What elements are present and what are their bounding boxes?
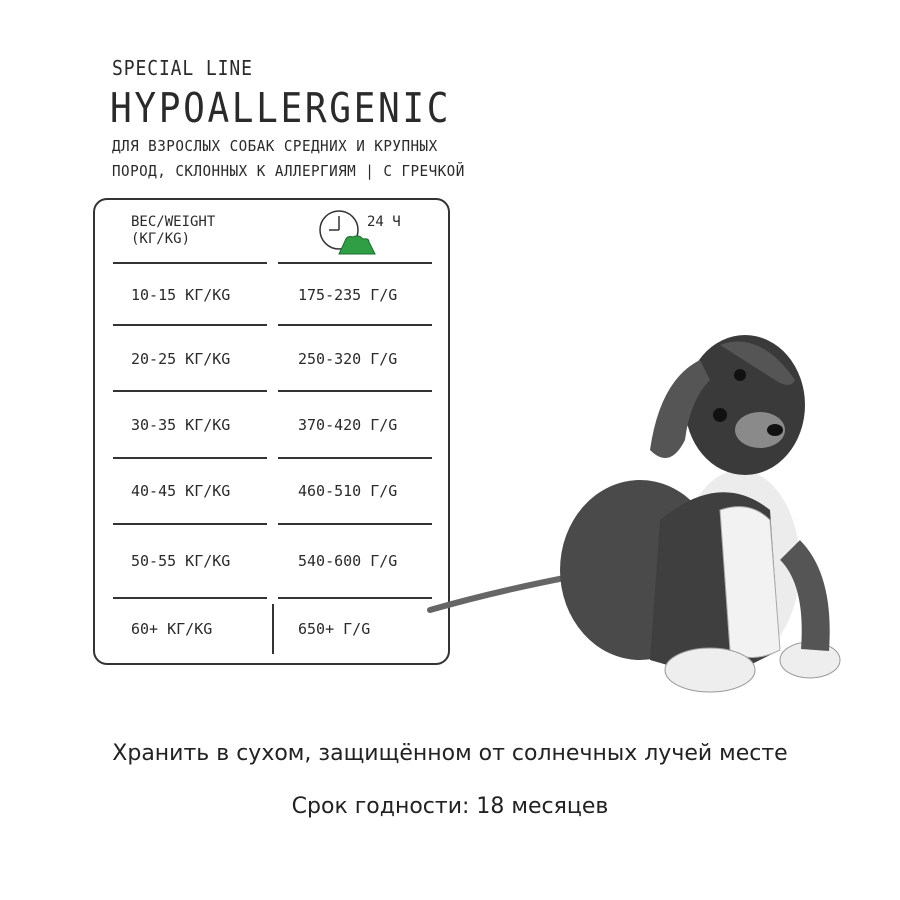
product-subtitle-line2: ПОРОД, СКЛОННЫХ К АЛЛЕРГИЯМ | С ГРЕЧКОЙ <box>112 162 465 180</box>
puppy-illustration <box>420 320 860 720</box>
row-divider-left <box>113 324 267 326</box>
weight-cell: 30-35 КГ/KG <box>131 416 231 434</box>
product-title: HYPOALLERGENIC <box>110 84 452 132</box>
portion-cell: 370-420 Г/G <box>298 416 398 434</box>
row-divider-left <box>113 597 267 599</box>
weight-header <box>131 214 215 248</box>
weight-header-line2: (КГ/KG) <box>131 231 191 247</box>
portion-cell: 175-235 Г/G <box>298 286 398 304</box>
row-divider-right <box>278 523 432 525</box>
row-divider-left <box>113 390 267 392</box>
row-divider-left <box>113 457 267 459</box>
portion-cell: 250-320 Г/G <box>298 350 398 368</box>
product-series: SPECIAL LINE <box>112 56 253 80</box>
weight-cell: 20-25 КГ/KG <box>131 350 231 368</box>
row-divider-left <box>113 262 267 264</box>
row-divider-right <box>278 597 432 599</box>
row-divider-right <box>278 262 432 264</box>
column-divider <box>272 604 274 654</box>
row-divider-right <box>278 457 432 459</box>
product-subtitle-line1: ДЛЯ ВЗРОСЛЫХ СОБАК СРЕДНИХ И КРУПНЫХ <box>112 137 438 155</box>
row-divider-left <box>113 523 267 525</box>
weight-header-line1: ВЕС/WEIGHT <box>131 214 216 230</box>
portion-cell: 650+ Г/G <box>298 620 371 638</box>
portion-cell: 540-600 Г/G <box>298 552 398 570</box>
portion-cell: 460-510 Г/G <box>298 482 398 500</box>
weight-cell: 50-55 КГ/KG <box>131 552 231 570</box>
weight-cell: 60+ КГ/KG <box>131 620 213 638</box>
weight-cell: 10-15 КГ/KG <box>131 286 231 304</box>
weight-cell: 40-45 КГ/KG <box>131 482 231 500</box>
portion-header: 24 Ч <box>367 214 401 230</box>
row-divider-right <box>278 324 432 326</box>
row-divider-right <box>278 390 432 392</box>
feeding-table <box>93 198 450 665</box>
storage-instructions: Хранить в сухом, защищённом от солнечных лучей месте <box>112 741 788 766</box>
shelf-life: Срок годности: 18 месяцев <box>291 794 609 819</box>
